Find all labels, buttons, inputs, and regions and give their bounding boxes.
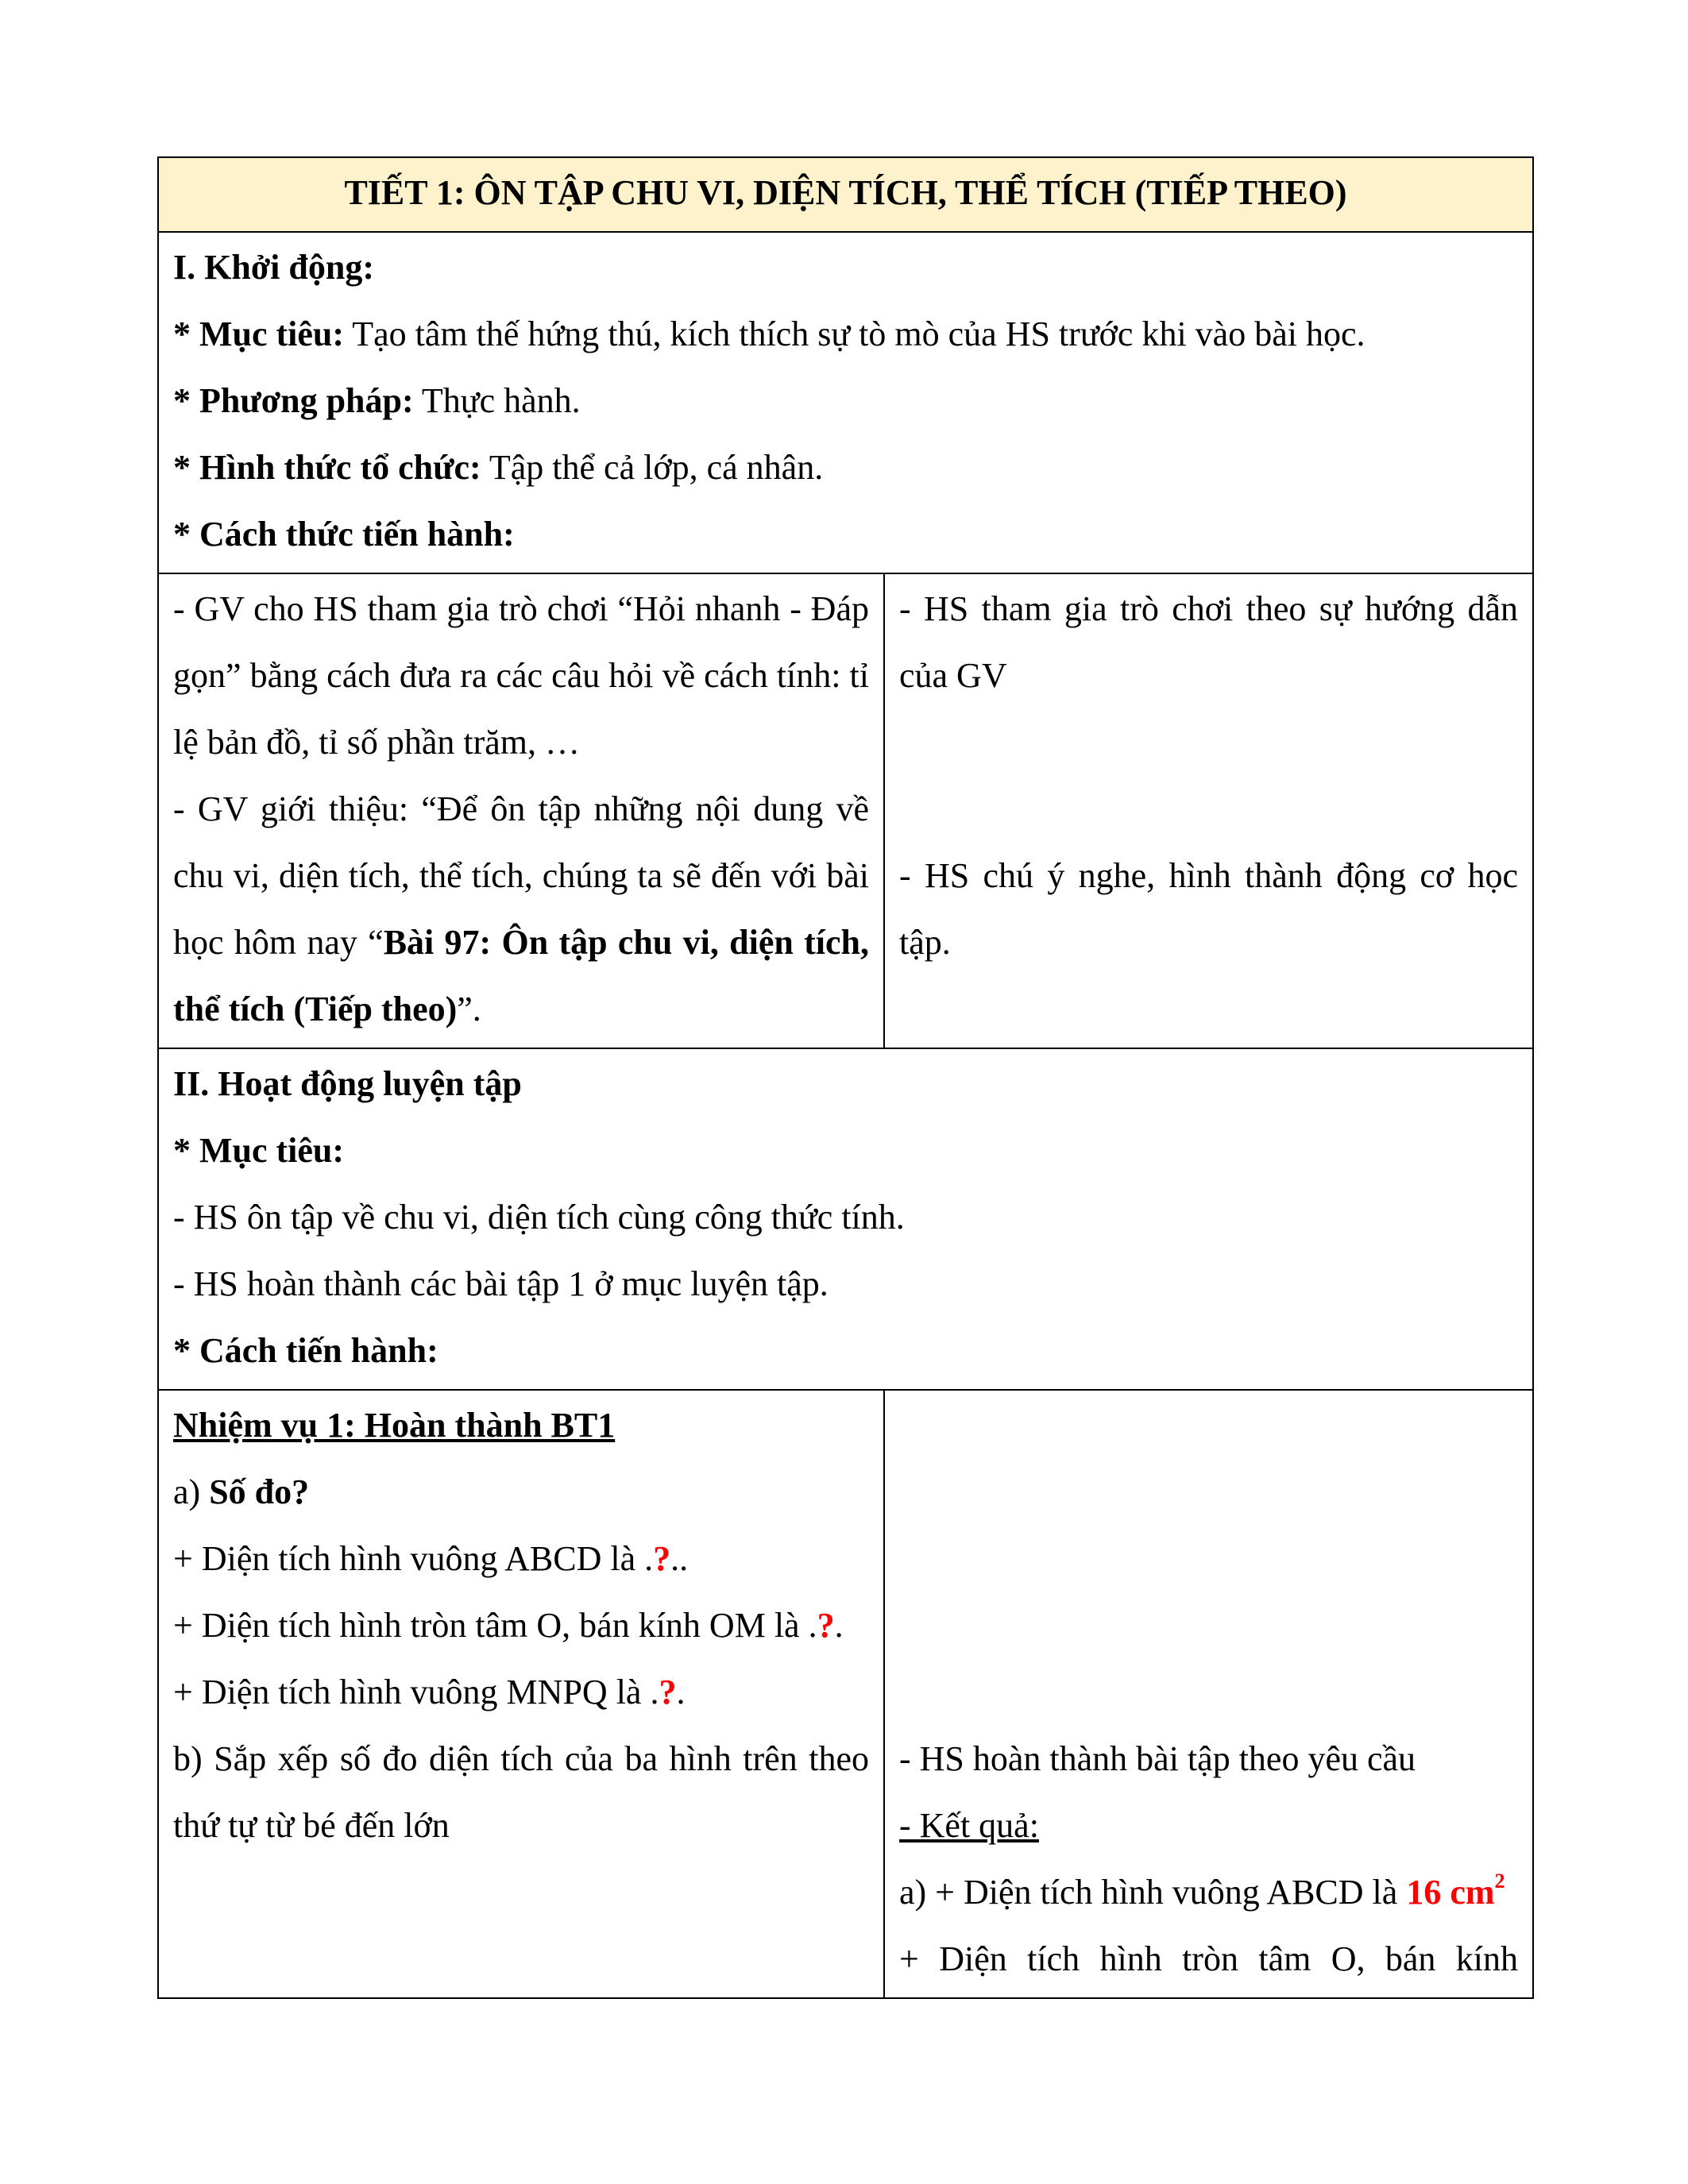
section-practice-heading: II. Hoạt động luyện tập: [173, 1064, 522, 1103]
task1-item-1: + Diện tích hình vuông ABCD là .?..: [173, 1539, 689, 1578]
section-practice: [158, 1048, 1533, 1390]
task1-item-2: + Diện tích hình tròn tâm O, bán kính OM là .?.: [173, 1606, 844, 1645]
warmup-objective: * Mục tiêu: Tạo tâm thế hứng thú, kích thích sự tò mò của HS trước khi vào bài học.: [173, 314, 1365, 353]
teacher-game-text: - GV cho HS tham gia trò chơi “Hỏi nhanh - Đáp gọn” bằng cách đưa ra các câu hỏi về cách tính: tỉ lệ bản đồ, tỉ số phần trăm, …: [173, 589, 869, 762]
task1-part-a: a) Số đo?: [173, 1472, 310, 1511]
student-activity-task1: [884, 1390, 1533, 1998]
student-activity-warmup: [884, 573, 1533, 1048]
task1-result-label: - Kết quả:: [899, 1806, 1039, 1845]
task1-answer-1: a) + Diện tích hình vuông ABCD là 16 $cm^2$: [899, 1870, 1505, 1912]
warmup-procedure-label: * Cách thức tiến hành:: [173, 515, 515, 554]
student-task1-text: - HS hoàn thành bài tập theo yêu cầu: [899, 1739, 1416, 1778]
teacher-intro-text: - GV giới thiệu: “Để ôn tập những nội dung về chu vi, diện tích, thể tích, chúng ta sẽ đến với bài học hôm nay “Bài 97: Ôn tập chu vi, diện tích, thể tích (Tiếp theo)”.: [173, 789, 870, 1028]
practice-objective-label: * Mục tiêu:: [173, 1131, 345, 1170]
practice-goal-1: - HS ôn tập về chu vi, diện tích cùng công thức tính.: [173, 1198, 905, 1237]
student-game-text: - HS tham gia trò chơi theo sự hướng dẫn của GV: [899, 589, 1519, 695]
task1-heading: Nhiệm vụ 1: Hoàn thành BT1: [173, 1406, 616, 1445]
task1-item-3: + Diện tích hình vuông MNPQ là .?.: [173, 1673, 686, 1711]
task1-part-b: b) Sắp xếp số đo diện tích của ba hình trên theo thứ tự từ bé đến lớn: [173, 1739, 869, 1845]
section-warmup-heading: I. Khởi động:: [173, 248, 374, 287]
teacher-activity-warmup: [158, 573, 884, 1048]
teacher-activity-task1: [158, 1390, 884, 1998]
task1-answer-2: + Diện tích hình tròn tâm O, bán kính: [899, 1939, 1519, 1978]
section-warmup: [158, 232, 1533, 573]
practice-procedure-label: * Cách tiến hành:: [173, 1331, 438, 1370]
warmup-organization: * Hình thức tổ chức: Tập thể cả lớp, cá nhân.: [173, 448, 824, 487]
student-listen-text: - HS chú ý nghe, hình thành động cơ học tập.: [899, 856, 1519, 962]
lesson-title: TIẾT 1: ÔN TẬP CHU VI, DIỆN TÍCH, THỂ TÍCH (TIẾP THEO): [158, 157, 1533, 232]
practice-goal-2: - HS hoàn thành các bài tập 1 ở mục luyện tập.: [173, 1264, 829, 1303]
warmup-method: * Phương pháp: Thực hành.: [173, 381, 581, 420]
lesson-plan-table: [157, 156, 1534, 1999]
